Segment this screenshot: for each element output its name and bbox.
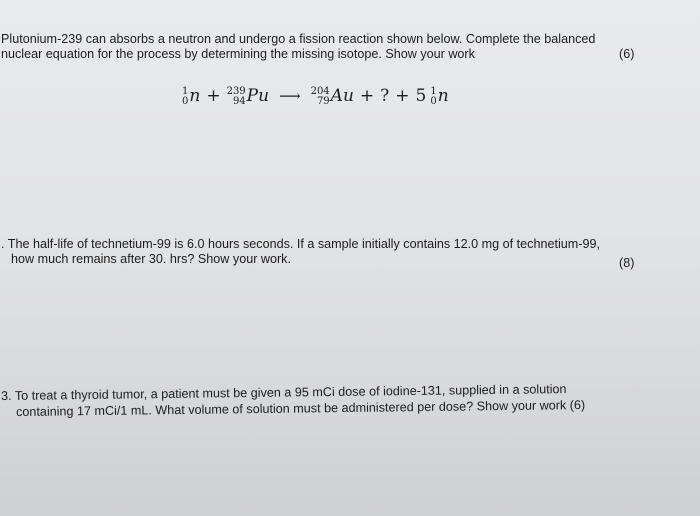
gold-mass-number: 204 xyxy=(310,86,330,97)
question-1-line-2: nuclear equation for the process by determining the missing isotope. Show your work xyxy=(1,47,475,61)
neutron-symbol: n xyxy=(189,86,201,106)
neutron-reactant xyxy=(182,86,200,106)
gold-product xyxy=(311,86,354,106)
reaction-arrow: ⟶ xyxy=(279,87,301,105)
gold-atomic-number: 79 xyxy=(316,96,330,107)
plus-sign: + xyxy=(206,86,221,106)
question-3-line-1: 3. To treat a thyroid tumor, a patient must be given a 95 mCi dose of iodine-131, supplied in a solution xyxy=(1,382,567,403)
question-2-points: (8) xyxy=(619,256,635,270)
plutonium-atomic-number: 94 xyxy=(232,96,246,107)
neutron-atomic-number: 0 xyxy=(182,96,189,107)
plus-sign: + xyxy=(359,86,375,106)
neutron-product-symbol: n xyxy=(437,86,449,106)
question-2-line-1: . The half-life of technetium-99 is 6.0 hours seconds. If a sample initially contains 12.0 mg of technetium-99, xyxy=(1,237,600,251)
question-2-line-2: how much remains after 30. hrs? Show your work. xyxy=(11,252,291,266)
neutron-product-mass-number: 1 xyxy=(430,86,437,97)
nuclear-equation xyxy=(182,86,449,106)
neutron-mass-number: 1 xyxy=(182,86,189,97)
plutonium-reactant xyxy=(227,86,269,106)
neutron-product xyxy=(430,86,448,106)
plutonium-symbol: Pu xyxy=(246,86,270,106)
plus-sign: + xyxy=(395,86,410,106)
question-1-points: (6) xyxy=(619,47,635,61)
question-3-line-2: containing 17 mCi/1 mL. What volume of solution must be administered per dose? Show your work (6) xyxy=(16,398,586,419)
gold-symbol: Au xyxy=(330,86,354,106)
neutron-coefficient: 5 xyxy=(415,86,427,106)
unknown-isotope: ? xyxy=(380,86,390,106)
plutonium-mass-number: 239 xyxy=(226,86,246,97)
neutron-product-atomic-number: 0 xyxy=(430,96,437,107)
question-1-line-1: Plutonium-239 can absorbs a neutron and undergo a fission reaction shown below. Complete the balanced xyxy=(1,32,596,46)
